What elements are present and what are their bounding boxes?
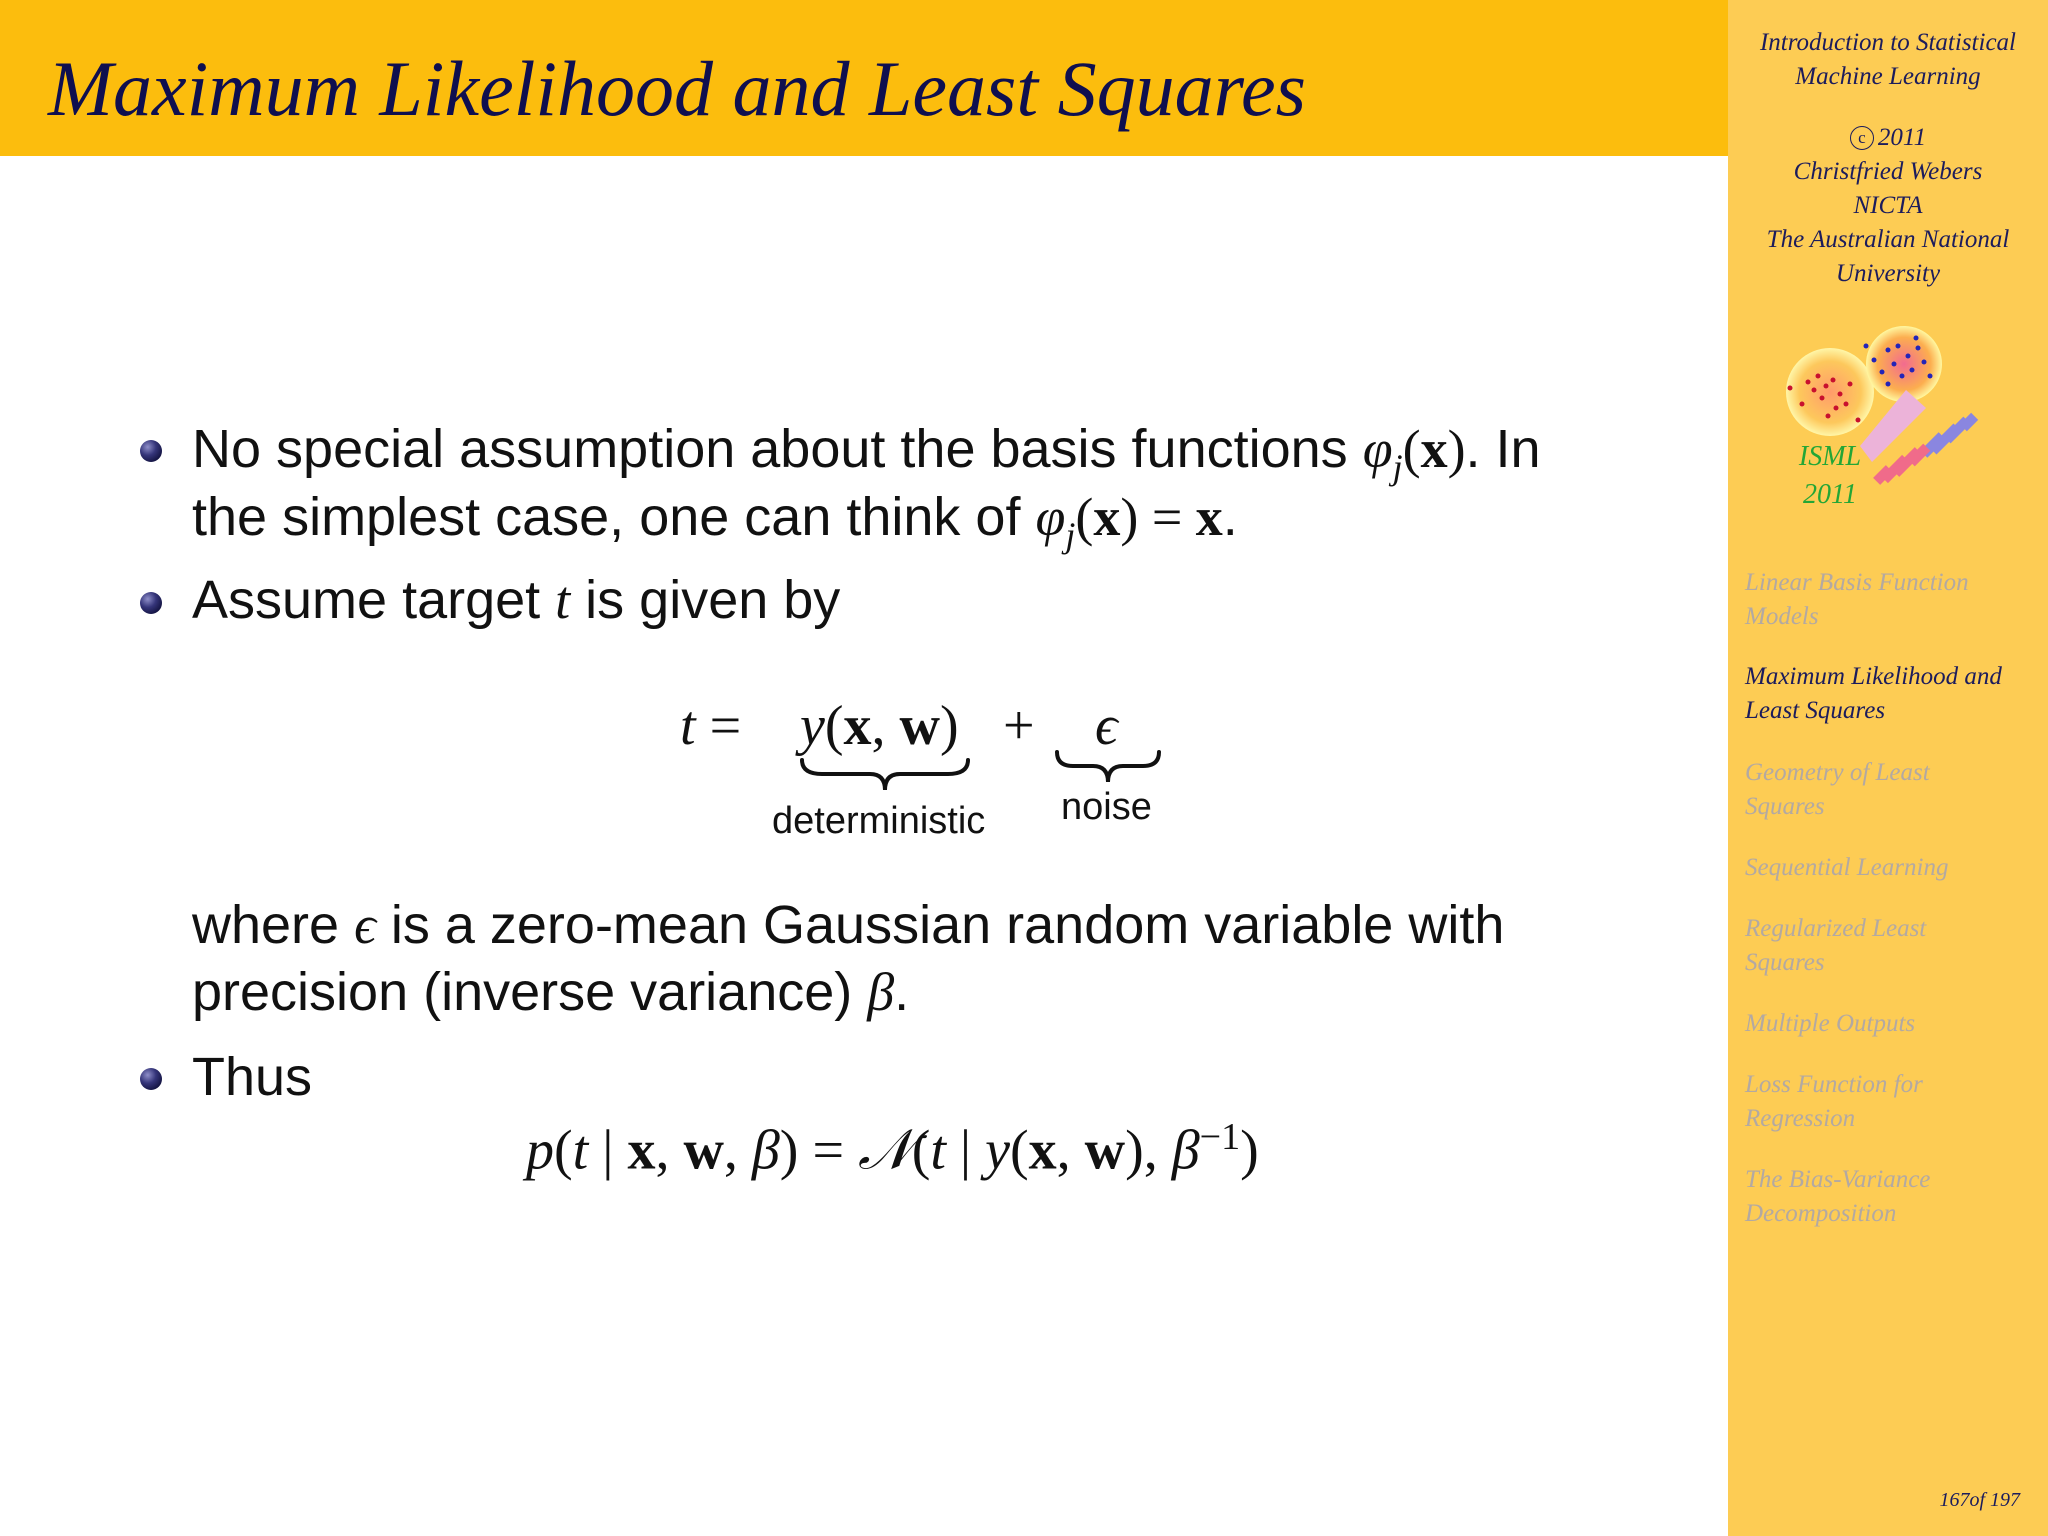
nav-item-loss-function-for-regression[interactable] [1745,1068,2045,1136]
bullet2-text: is given by [570,570,841,630]
w-symbol: w [899,695,940,757]
nav-item-multiple-outputs[interactable] [1745,1007,2045,1041]
paren: ) [1447,419,1466,479]
author-line: University [1835,260,1941,287]
sub-j: j [1392,446,1403,487]
paren: ( [554,1119,573,1182]
equation-likelihood [526,1115,1259,1184]
bullet-icon [140,1068,162,1090]
course-title [1728,26,2048,94]
period: . [1222,487,1238,547]
t-symbol: t [680,695,696,757]
deterministic-term [800,694,959,758]
paren: ( [1402,419,1421,479]
copyright-icon: c [1850,126,1874,150]
t-symbol: t [572,1119,589,1182]
paren: ) [1120,487,1139,547]
course-title-line: Introduction to Statistical [1759,29,2016,56]
comma: , [871,695,900,757]
nav-item-line: Regression [1745,1105,1856,1132]
x-symbol: x [843,695,872,757]
page-number: 167of 197 [1939,1489,2020,1511]
bullet-icon [140,440,162,462]
comma: , [655,1119,684,1182]
equals-symbol: = [1138,487,1196,547]
bullet2-text: Assume target [192,570,556,630]
paren: ( [1009,1119,1029,1182]
t-symbol: t [555,570,571,630]
author-line: Christfried Webers [1793,158,1983,185]
x-symbol: x [1028,1119,1057,1182]
comma: , [723,1119,752,1182]
bar-symbol: | [945,1119,986,1182]
normal-symbol: 𝒩 [858,1119,912,1182]
where-line2 [192,960,909,1024]
x-symbol: x [627,1119,656,1182]
nav-item-geometry-of-least-squares[interactable] [1745,756,2045,824]
equals-symbol: = [709,695,742,757]
author-line: NICTA [1853,192,1923,219]
nav-item-line: Squares [1745,949,1825,976]
comma: , [1056,1119,1085,1182]
paren: ( [1075,487,1094,547]
logo-text-line: 2011 [1803,479,1857,510]
bullet3: Thus [192,1047,313,1107]
comma: , [1143,1119,1172,1182]
superscript: −1 [1199,1116,1241,1158]
bullet2 [192,568,840,632]
sub-j: j [1065,514,1076,555]
logo-text [1780,438,1880,514]
equals-symbol: = [798,1119,859,1182]
beta-symbol: β [751,1119,780,1182]
copyright-line [1728,121,2048,155]
bullet1-tail: . In [1465,419,1541,479]
nav-item-line: Multiple Outputs [1745,1010,1916,1037]
x-symbol: x [1420,419,1448,479]
nav-item-line: Decomposition [1745,1200,1897,1227]
epsilon-symbol: ϵ [1095,695,1118,757]
x-symbol: x [1093,487,1121,547]
plus-symbol: + [1003,695,1035,757]
where-text: where [192,895,355,955]
nav-item-line: Models [1745,603,1819,630]
nav-item-maximum-likelihood[interactable] [1745,660,2045,728]
label-deterministic: deterministic [772,800,986,842]
phi-symbol: φ [1035,487,1066,547]
copyright-year: 2011 [1877,124,1927,151]
nav-item-line: Geometry of Least [1745,759,1930,786]
y-symbol: y [985,1119,1010,1182]
p-symbol: p [526,1119,554,1182]
bar-symbol: | [588,1119,628,1182]
phi-symbol: φ [1362,419,1393,479]
nav-item-bias-variance-decomposition[interactable] [1745,1163,2045,1231]
nav-item-sequential-learning[interactable] [1745,851,2045,885]
paren: ) [1240,1119,1259,1182]
author-line: The Australian National [1766,226,2010,253]
paren: ( [824,695,844,757]
bullet-icon [140,592,162,614]
course-title-line: Machine Learning [1795,63,1981,90]
underbrace-noise-icon [1055,750,1161,784]
nav-item-line: Linear Basis Function [1745,569,1969,596]
beta-symbol: β [867,962,895,1022]
w-symbol: w [683,1119,724,1182]
nav-item-line: Regularized Least [1745,915,1927,942]
nav-item-line: The Bias-Variance [1745,1166,1931,1193]
paren: ) [939,695,959,757]
paren: ) [1125,1119,1144,1182]
bullet1-text: the simplest case, one can think of [192,487,1036,547]
bullet1-text: No special assumption about the basis functions [192,419,1363,479]
nav-item-line: Least Squares [1745,697,1886,724]
where-text: precision (inverse variance) [192,962,868,1022]
nav-item-line: Sequential Learning [1745,854,1949,881]
y-symbol: y [800,695,825,757]
bullet1-line2 [192,485,1238,567]
logo-text-line: ISML [1798,441,1862,472]
epsilon-symbol: ϵ [354,895,376,955]
nav-item-line: Loss Function for [1745,1071,1923,1098]
nav-item-regularized-least-squares[interactable] [1745,912,2045,980]
nav-item-line: Squares [1745,793,1825,820]
equation-target [680,694,741,758]
w-symbol: w [1084,1119,1126,1182]
slide-title: Maximum Likelihood and Least Squares [48,45,1307,132]
paren: ( [911,1119,931,1182]
beta-symbol: β [1171,1119,1200,1182]
nav-item-linear-basis-function-models[interactable] [1745,566,2045,634]
where-line1 [192,893,1504,957]
where-text: is a zero-mean Gaussian random variable with [375,895,1505,955]
label-noise: noise [1061,786,1152,828]
x-symbol: x [1195,487,1223,547]
author-block [1728,121,2048,291]
nav-item-line: Maximum Likelihood and [1745,663,2002,690]
underbrace-deterministic-icon [800,758,970,792]
paren: ) [779,1119,799,1182]
period: . [894,962,910,1022]
t-symbol: t [930,1119,946,1182]
